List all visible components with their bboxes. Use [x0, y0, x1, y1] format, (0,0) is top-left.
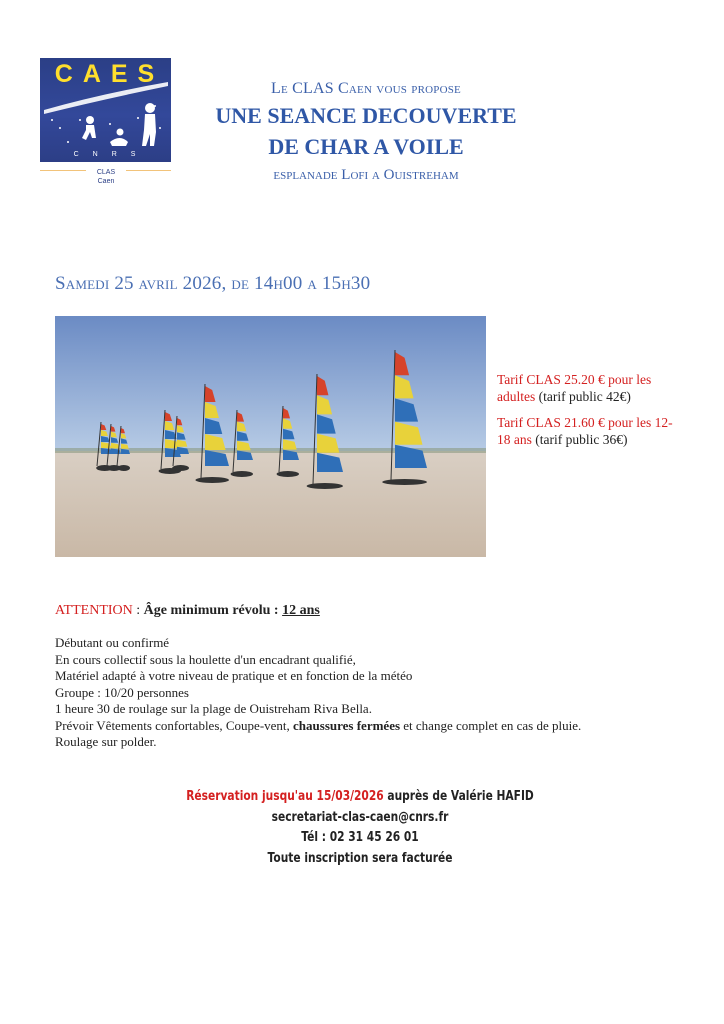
sand-yacht-photo — [55, 316, 486, 557]
reservation — [163, 787, 557, 869]
logo-figures-icon — [40, 58, 171, 162]
price-adult-public: (tarif public 42€) — [538, 389, 631, 404]
reservation-note: Toute inscription sera facturée — [267, 850, 453, 866]
price-youth-public: (tarif public 36€) — [535, 432, 628, 447]
logo-clas — [86, 168, 126, 186]
header-title-line1: UNE SEANCE DECOUVERTE — [215, 103, 517, 128]
price-list — [497, 371, 677, 457]
detail-line: 1 heure 30 de roulage sur la plage de Ouistreham Riva Bella. — [55, 701, 372, 716]
details — [55, 635, 695, 751]
logo-letters: CAES — [54, 60, 165, 88]
detail-line: Groupe : 10/20 personnes — [55, 684, 189, 700]
logo-panel — [40, 58, 171, 162]
reservation-contact: auprès de Valérie HAFID — [383, 789, 534, 804]
detail-line: Roulage sur polder. — [55, 734, 157, 749]
detail-bold: chaussures fermées — [293, 717, 401, 733]
price-adult — [497, 371, 677, 405]
caes-logo — [40, 58, 172, 185]
detail-text: et change complet en cas de pluie. — [400, 717, 582, 733]
header-location: esplanade Lofi a Ouistreham — [273, 167, 459, 183]
reservation-deadline: Réservation jusqu'au 15/03/2026 — [186, 789, 384, 804]
header-title-line2: DE CHAR A VOILE — [268, 134, 464, 159]
attention-line — [55, 603, 320, 619]
price-youth-label: Tarif CLAS 21.60 € pour les 12-18 ans — [497, 415, 673, 447]
logo-caen-label: Caen — [97, 178, 115, 185]
logo-cnrs: CNRS — [73, 151, 150, 158]
attention-label: ATTENTION — [55, 603, 133, 618]
detail-line: Débutant ou confirmé — [55, 635, 170, 650]
attention-separator: : — [132, 603, 144, 618]
detail-line-equipment — [55, 718, 695, 735]
header-intro: Le CLAS Caen vous propose — [271, 80, 461, 97]
attention-age: 12 ans — [282, 603, 320, 618]
price-adult-label: Tarif CLAS 25.20 € pour les adultes — [497, 372, 652, 404]
detail-text: Prévoir Vêtements confortables, Coupe-vent, — [55, 717, 294, 733]
reservation-email[interactable]: secretariat-clas-caen@cnrs.fr — [271, 809, 449, 825]
reservation-line — [163, 787, 557, 808]
reservation-phone: Tél : 02 31 45 26 01 — [301, 830, 419, 845]
detail-line: Matériel adapté à votre niveau de pratique et en fonction de la météo — [55, 668, 413, 683]
logo-clas-label: CLAS — [96, 169, 116, 176]
price-youth — [497, 414, 677, 448]
header — [178, 78, 554, 186]
detail-line: En cours collectif sous la houlette d'un encadrant qualifié, — [55, 651, 356, 667]
event-date: Samedi 25 avril 2026, de 14h00 a 15h30 — [55, 273, 371, 294]
attention-text: Âge minimum révolu : — [143, 603, 283, 618]
